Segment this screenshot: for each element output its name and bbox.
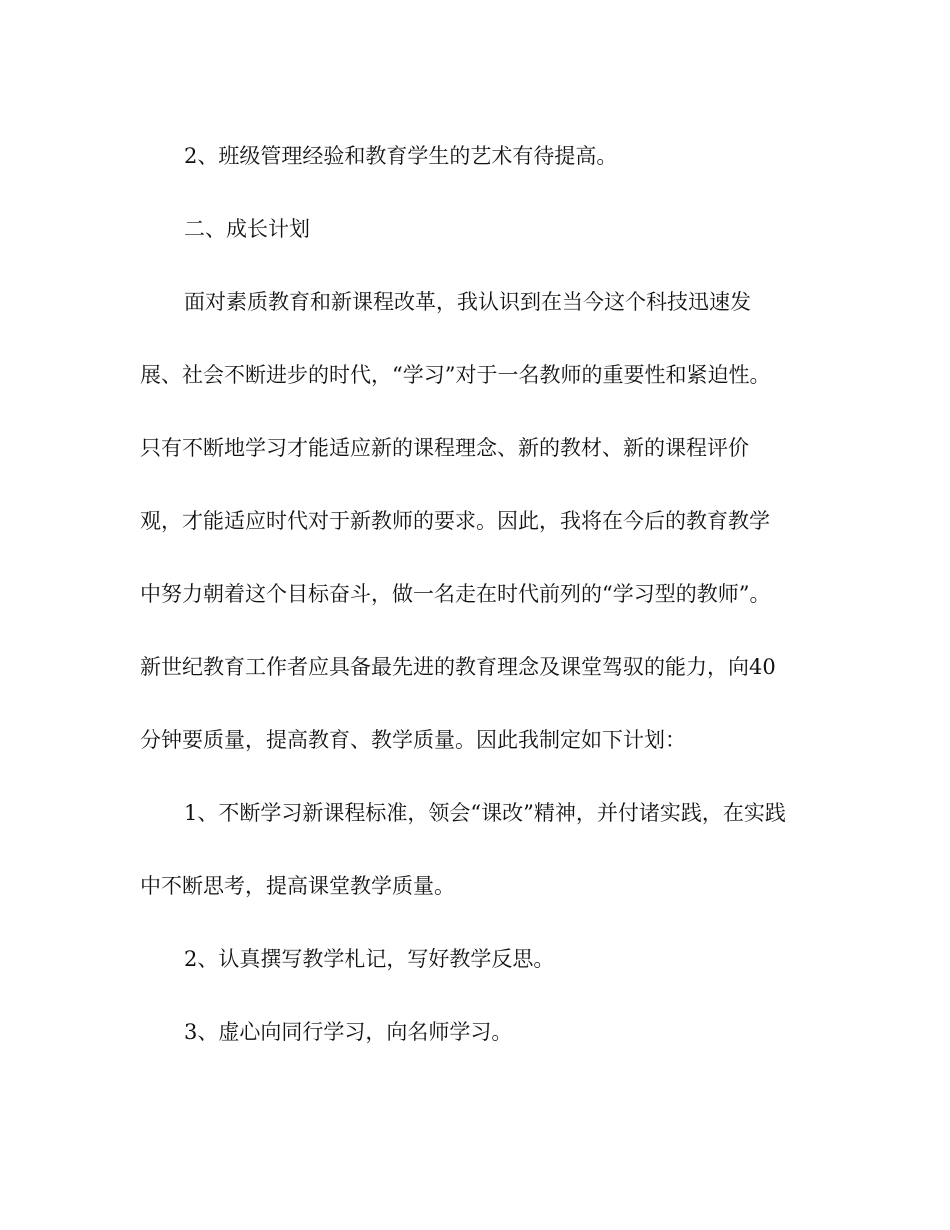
paragraph-line: 新世纪教育工作者应具备最先进的教育理念及课堂驾驭的能力，向40 — [140, 655, 776, 679]
plan-item-2: 2、认真撰写教学札记，写好教学反思。 — [184, 947, 555, 971]
paragraph-line: 中努力朝着这个目标奋斗，做一名走在时代前列的“学习型的教师”。 — [140, 582, 771, 606]
list-item-weakness-2: 2、班级管理经验和教育学生的艺术有待提高。 — [184, 144, 618, 168]
paragraph-line: 分钟要质量，提高教育、教学质量。因此我制定如下计划： — [140, 728, 686, 752]
plan-item-1-continued: 中不断思考，提高课堂教学质量。 — [140, 874, 455, 898]
paragraph-line: 观，才能适应时代对于新教师的要求。因此，我将在今后的教育教学 — [140, 509, 770, 533]
plan-item-1: 1、不断学习新课程标准，领会“课改”精神，并付诸实践，在实践 — [184, 801, 786, 825]
paragraph-line: 面对素质教育和新课程改革，我认识到在当今这个科技迅速发 — [184, 290, 751, 314]
paragraph-line: 展、社会不断进步的时代，“学习”对于一名教师的重要性和紧迫性。 — [140, 363, 771, 387]
paragraph-line: 只有不断地学习才能适应新的课程理念、新的教材、新的课程评价 — [140, 436, 749, 460]
section-heading-growth-plan: 二、成长计划 — [184, 217, 310, 241]
plan-item-3: 3、虚心向同行学习，向名师学习。 — [184, 1020, 513, 1044]
